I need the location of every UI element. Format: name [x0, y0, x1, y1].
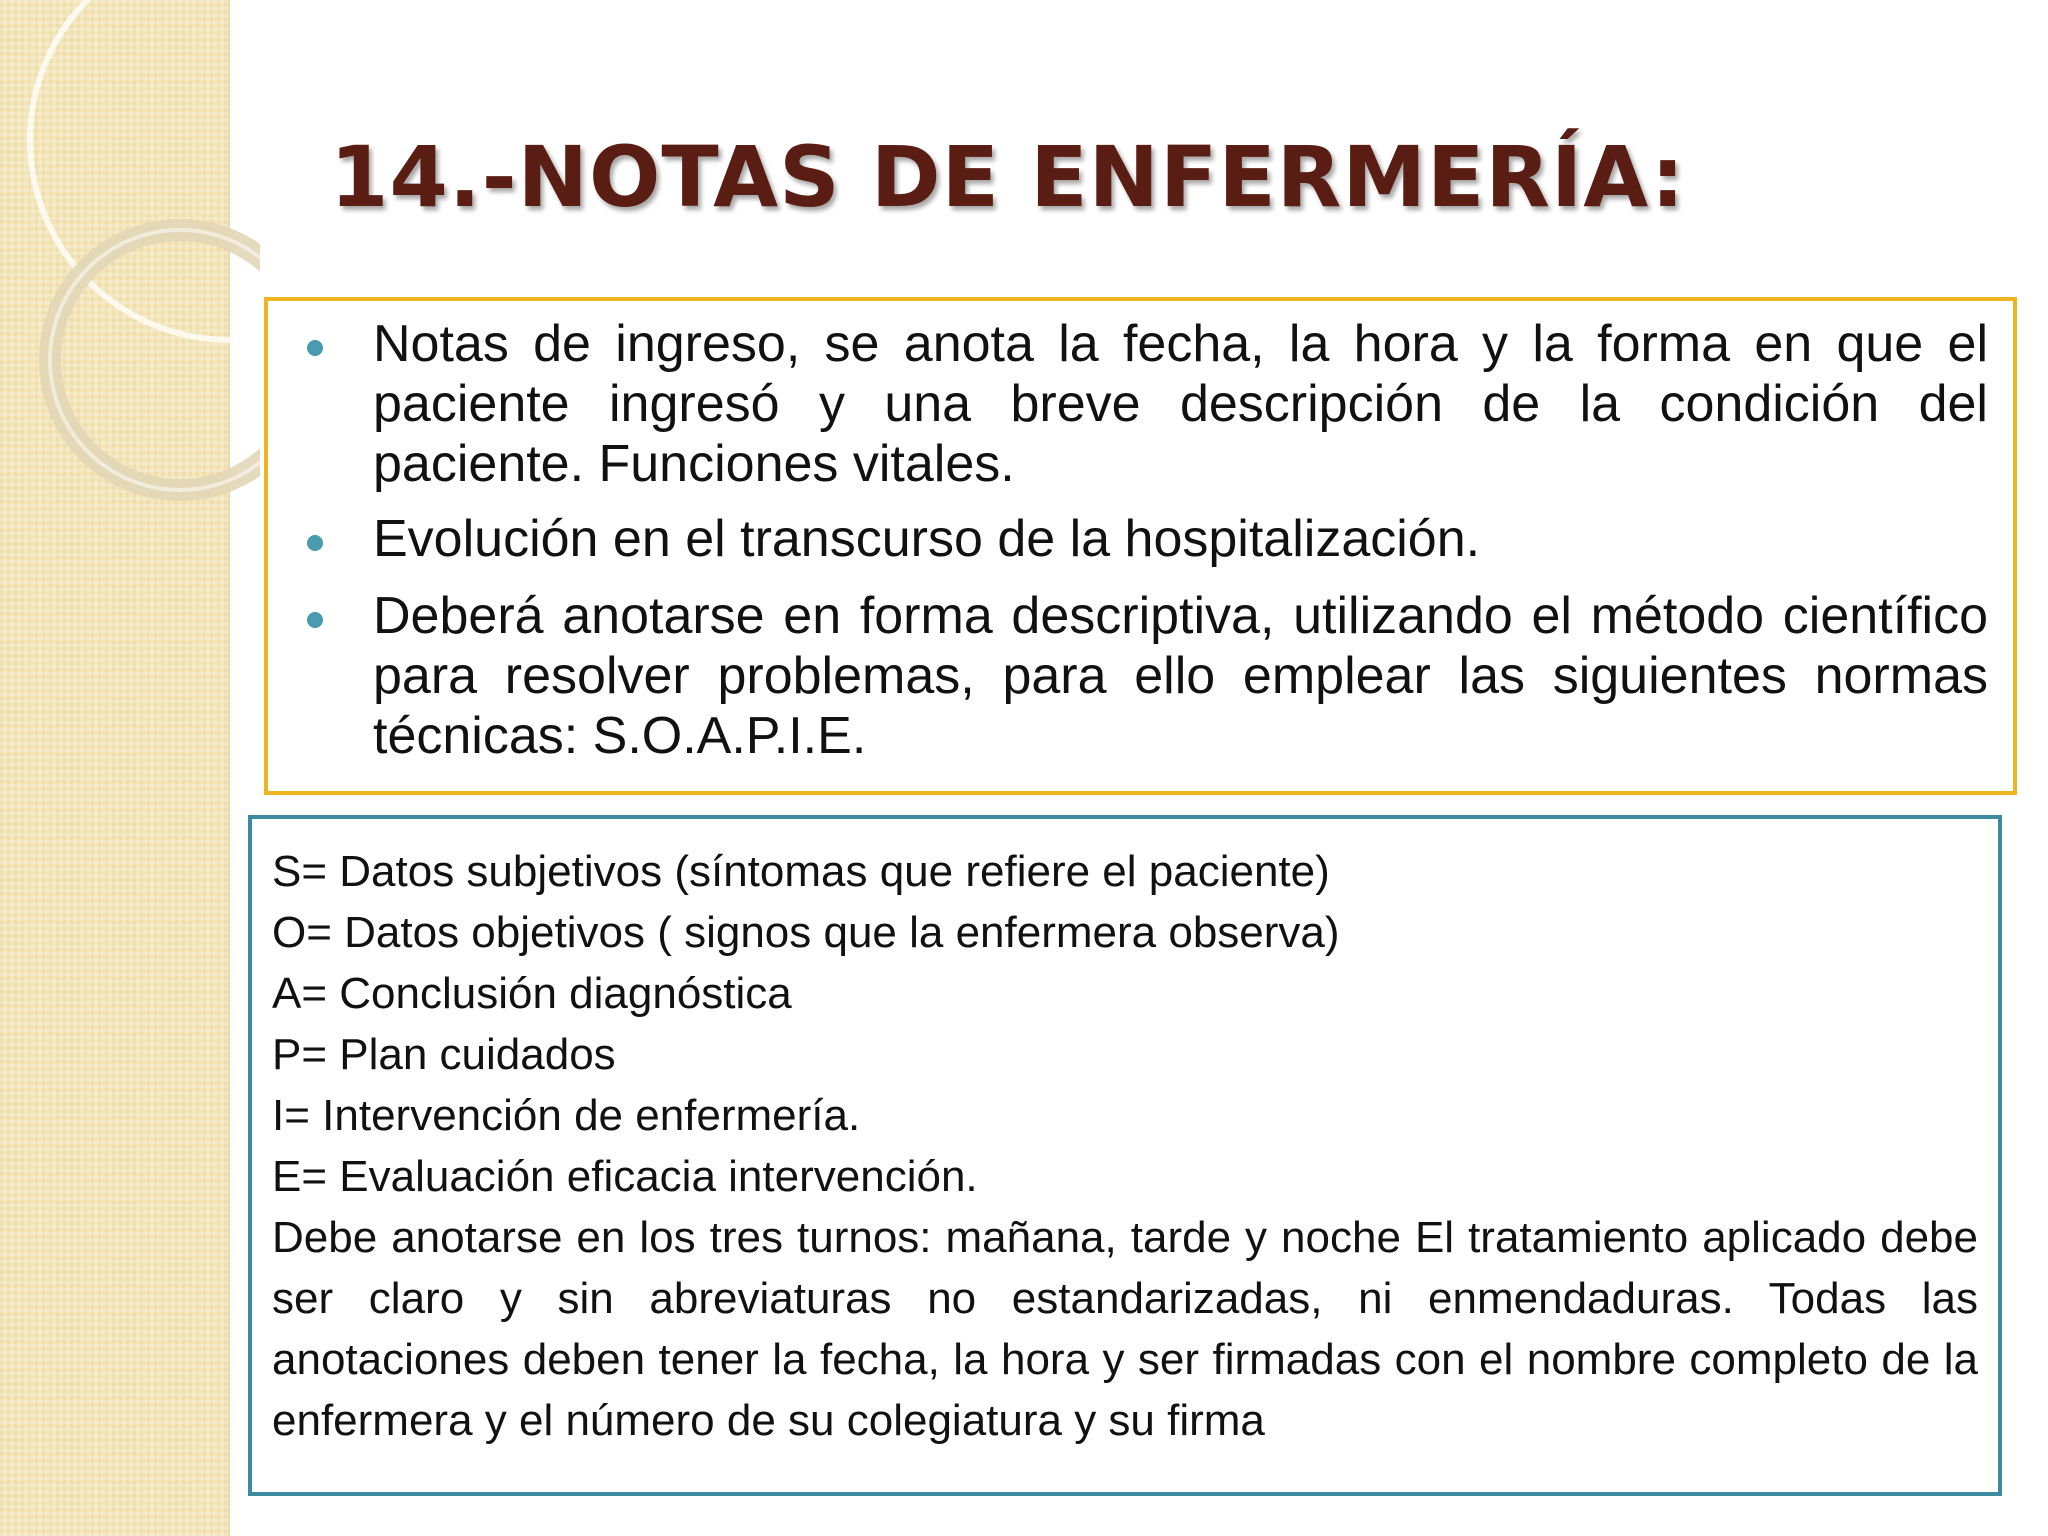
soapie-box [248, 815, 2002, 1496]
bullet-text: Deberá anotarse en forma descriptiva, utilizando el método científico para resolver problemas, para ello emplear las siguientes normas técnicas: S.O.A.P.I.E. [373, 587, 1988, 765]
soapie-note-paragraph: Debe anotarse en los tres turnos: mañana, tarde y noche El tratamiento aplicado debe ser claro y sin abreviaturas no estandarizadas, ni enmendaduras. Todas las anotaciones deben tener la fecha, la hora y ser firmadas con el nombre completo de la enfermera y el número de su colegiatura y su firma [272, 1213, 1978, 1445]
bullet-dot-icon [307, 340, 323, 356]
bullet-item [373, 586, 1988, 766]
soapie-line-i: I= Intervención de enfermería. [272, 1091, 861, 1140]
soapie-line-a: A= Conclusión diagnóstica [272, 969, 792, 1018]
bullet-item [373, 509, 1988, 569]
bullet-dot-icon [307, 612, 323, 628]
slide-title: 14.-NOTAS DE ENFERMERÍA: [330, 128, 1686, 226]
soapie-line-o: O= Datos objetivos ( signos que la enfermera observa) [272, 908, 1340, 957]
decorative-rings [0, 0, 260, 520]
bullet-text: Notas de ingreso, se anota la fecha, la hora y la forma en que el paciente ingresó y una breve descripción de la condición del paciente. Funciones vitales. [373, 315, 1988, 493]
notes-bullet-box [264, 297, 2017, 795]
bullet-item [373, 314, 1988, 494]
bullet-dot-icon [307, 535, 323, 551]
soapie-list [272, 841, 1978, 1207]
soapie-line-p: P= Plan cuidados [272, 1030, 616, 1079]
soapie-line-s: S= Datos subjetivos (síntomas que refiere el paciente) [272, 847, 1330, 896]
bullet-text: Evolución en el transcurso de la hospitalización. [373, 510, 1481, 568]
soapie-line-e: E= Evaluación eficacia intervención. [272, 1152, 978, 1201]
